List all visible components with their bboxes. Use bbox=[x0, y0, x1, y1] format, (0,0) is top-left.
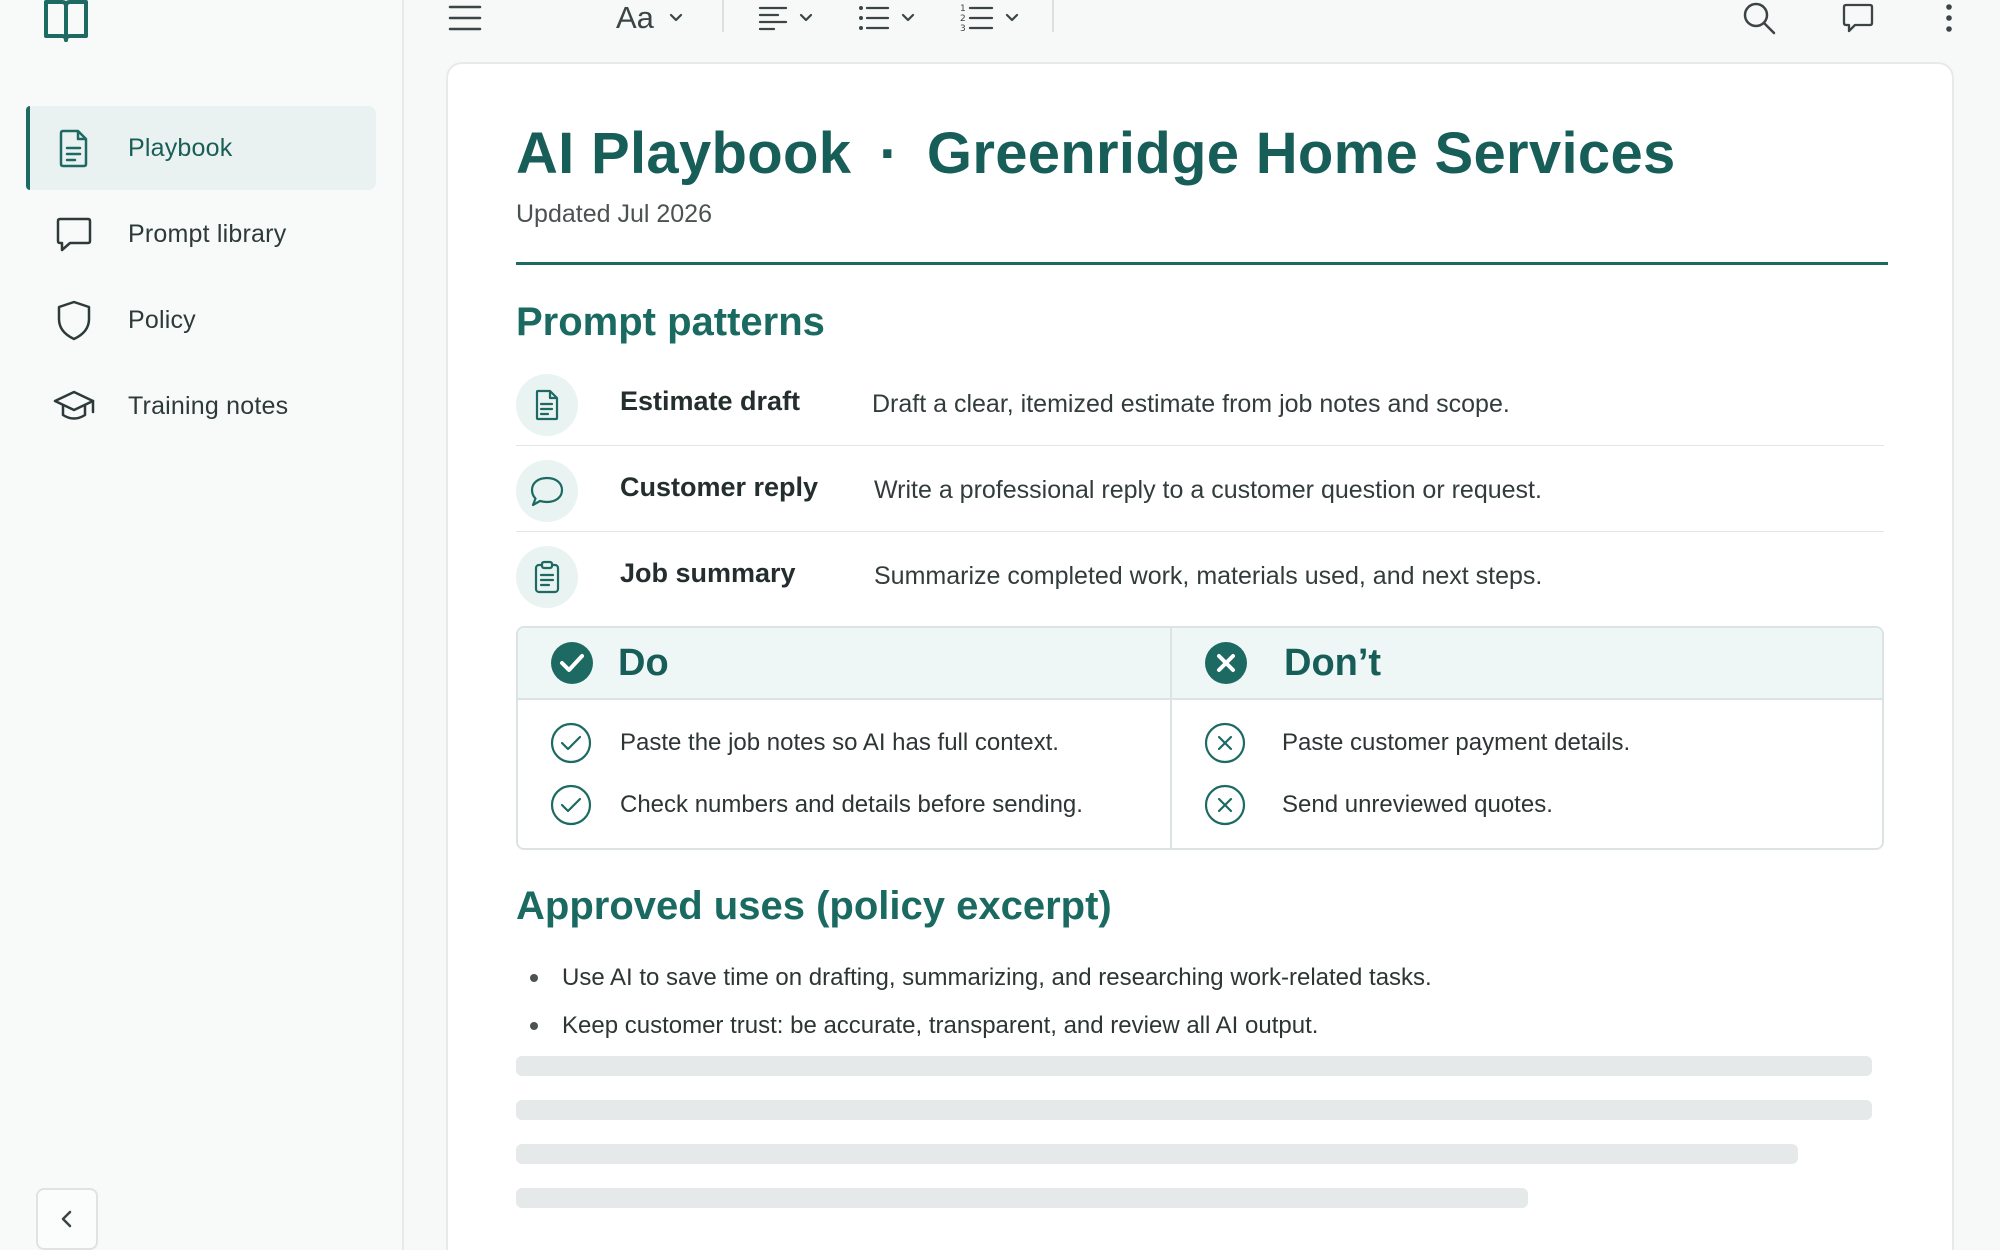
pattern-name: Customer reply bbox=[620, 472, 819, 502]
sidebar-item-playbook[interactable] bbox=[26, 106, 376, 190]
align-left-icon bbox=[758, 3, 788, 33]
use-text: Keep customer trust: be accurate, transparent, and review all AI output. bbox=[562, 1012, 1319, 1039]
do-item bbox=[550, 722, 1059, 764]
graduation-cap-icon bbox=[52, 384, 96, 428]
updated-date: Updated Jul 2026 bbox=[516, 200, 712, 228]
sidebar-item-training-notes[interactable] bbox=[26, 364, 376, 448]
pattern-estimate-draft[interactable] bbox=[516, 360, 1884, 446]
placeholder-line bbox=[516, 1144, 1798, 1164]
x-circle-icon bbox=[1204, 784, 1246, 826]
list-item bbox=[530, 1002, 1432, 1050]
speech-bubble-icon bbox=[516, 460, 578, 522]
numbered-list-dropdown[interactable] bbox=[960, 0, 1020, 36]
placeholder-line bbox=[516, 1100, 1872, 1120]
pattern-customer-reply[interactable] bbox=[516, 446, 1884, 532]
list-item bbox=[530, 954, 1432, 1002]
search-button[interactable] bbox=[1742, 0, 1776, 36]
dont-column bbox=[1172, 628, 1882, 848]
dont-item-text: Send unreviewed quotes. bbox=[1282, 791, 1553, 818]
approved-uses-heading: Approved uses (policy excerpt) bbox=[516, 884, 1112, 928]
dont-item-text: Paste customer payment details. bbox=[1282, 729, 1631, 756]
pattern-name: Job summary bbox=[620, 558, 796, 588]
placeholder-line bbox=[516, 1188, 1528, 1208]
svg-text:3: 3 bbox=[960, 24, 966, 34]
bullet-list-icon bbox=[858, 3, 890, 33]
sidebar-item-label: Policy bbox=[128, 305, 196, 334]
document-icon bbox=[516, 374, 578, 436]
chat-bubble-icon bbox=[52, 212, 96, 256]
prompt-patterns-heading: Prompt patterns bbox=[516, 300, 825, 344]
dont-header bbox=[1172, 628, 1882, 700]
do-item-text: Check numbers and details before sending. bbox=[620, 791, 1083, 818]
title-separator: · bbox=[879, 121, 899, 186]
align-dropdown[interactable] bbox=[758, 0, 814, 36]
bullet-icon bbox=[530, 974, 538, 982]
chevron-down-icon bbox=[1004, 12, 1020, 24]
clipboard-icon bbox=[516, 546, 578, 608]
sidebar-item-label: Training notes bbox=[128, 391, 289, 420]
sidebar-nav bbox=[26, 106, 376, 450]
sidebar-item-policy[interactable] bbox=[26, 278, 376, 362]
chevron-down-icon bbox=[668, 12, 684, 24]
search-icon bbox=[1742, 1, 1776, 35]
bullet-icon bbox=[530, 1022, 538, 1030]
chevron-down-icon bbox=[900, 12, 916, 24]
do-column bbox=[518, 628, 1172, 848]
title-divider bbox=[516, 262, 1888, 265]
dont-item bbox=[1204, 784, 1553, 826]
sidebar-item-prompt-library[interactable] bbox=[26, 192, 376, 276]
toolbar-divider bbox=[1052, 0, 1054, 32]
title-main: AI Playbook bbox=[516, 121, 852, 186]
do-header bbox=[518, 628, 1170, 700]
pattern-description: Draft a clear, itemized estimate from job notes and scope. bbox=[872, 390, 1510, 418]
more-vertical-icon bbox=[1944, 3, 1954, 33]
open-book-icon[interactable] bbox=[42, 0, 90, 44]
pattern-name: Estimate draft bbox=[620, 386, 801, 416]
comment-icon bbox=[1842, 2, 1874, 34]
chevron-down-icon bbox=[798, 12, 814, 24]
title-company: Greenridge Home Services bbox=[926, 121, 1676, 186]
use-text: Use AI to save time on drafting, summarizing, and researching work-related tasks. bbox=[562, 964, 1432, 991]
sidebar-item-label: Playbook bbox=[128, 133, 233, 162]
pattern-description: Write a professional reply to a customer question or request. bbox=[874, 476, 1542, 504]
x-circle-filled-icon bbox=[1204, 641, 1248, 685]
more-options-button[interactable] bbox=[1944, 0, 1954, 36]
font-style-dropdown[interactable] bbox=[616, 0, 684, 36]
collapse-sidebar-button[interactable] bbox=[36, 1188, 98, 1250]
check-circle-icon bbox=[550, 784, 592, 826]
do-heading: Do bbox=[618, 641, 669, 684]
placeholder-line bbox=[516, 1056, 1872, 1076]
do-item bbox=[550, 784, 1083, 826]
approved-uses-list bbox=[530, 954, 1432, 1050]
do-dont-table bbox=[516, 626, 1884, 850]
pattern-job-summary[interactable] bbox=[516, 532, 1884, 618]
do-item-text: Paste the job notes so AI has full context. bbox=[620, 729, 1059, 756]
sidebar-item-label: Prompt library bbox=[128, 219, 287, 248]
document-page bbox=[446, 62, 1954, 1250]
hamburger-icon bbox=[448, 3, 482, 33]
dont-heading: Don’t bbox=[1284, 641, 1382, 684]
pattern-description: Summarize completed work, materials used, and next steps. bbox=[874, 562, 1543, 590]
menu-button[interactable] bbox=[448, 0, 482, 36]
svg-text:1: 1 bbox=[960, 4, 966, 14]
comment-button[interactable] bbox=[1842, 0, 1874, 36]
shield-icon bbox=[52, 298, 96, 342]
font-style-label: Aa bbox=[616, 0, 654, 35]
numbered-list-icon bbox=[960, 2, 994, 34]
svg-text:2: 2 bbox=[960, 14, 966, 24]
x-circle-icon bbox=[1204, 722, 1246, 764]
bullet-list-dropdown[interactable] bbox=[858, 0, 916, 36]
page-title bbox=[516, 120, 1676, 187]
prompt-patterns-list bbox=[516, 360, 1884, 618]
chevron-left-icon bbox=[55, 1207, 79, 1231]
editor-toolbar bbox=[404, 0, 2000, 50]
check-circle-icon bbox=[550, 722, 592, 764]
sidebar bbox=[0, 0, 404, 1250]
document-icon bbox=[52, 126, 96, 170]
dont-item bbox=[1204, 722, 1630, 764]
toolbar-divider bbox=[722, 0, 724, 32]
check-circle-filled-icon bbox=[550, 641, 594, 685]
